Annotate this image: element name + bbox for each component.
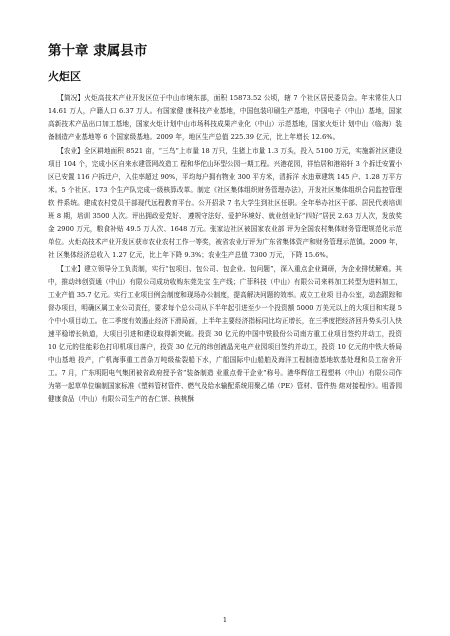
paragraph-tag: 【农业】 xyxy=(57,147,84,155)
page-number: 1 xyxy=(222,616,228,624)
section-title: 火炬区 xyxy=(48,70,81,83)
paragraph-agriculture xyxy=(48,145,402,262)
paragraph-text: 火炬高技术产业开发区位于中山市境东部，面积 15873.52 公顷，辖 7 个社区居民委员会。年末常住人口 14.61 万人，户籍人口 6.37 万人。有国家健 康科技产业基地，中国包装印刷生产基地，中国电子（中山）基地，国家高新技术产品出口加工基地，国家火炬计划中山市场科技成果产业化（中山）示范基地，国家火炬计 划中山（临海）装备制造产业基地等 6 个国家级基地。2009 年，地区生产总值 225.39 亿元，比上年增长 12.6%。 xyxy=(48,94,402,141)
paragraph-tag: 【简况】 xyxy=(57,94,85,102)
chapter-title: 第十章 隶属县市 xyxy=(48,43,148,59)
paragraph-industry xyxy=(48,263,402,406)
paragraph-tag: 【工业】 xyxy=(57,265,85,273)
paragraph-text: 建立领导分工负责制，实行“包项目、包公司、包企业、包问题”，深入重点企业调研，为企业排忧解难。其中，推动纬创资通（中山）有限公司成功收购东莞先宝 生产线；广菲科技（中山）有限公司来料加工转型为进料加工，工业产值 35.7 亿元。实行工业项目例会制度和现场办公制度，提高解决问题的效率。成立工业项 目办公室，动态跟踪和督办项目，明确区属工业公司责任，要求每个总公司从下半年起引进至少一个投资额 5000 万美元以上的大项目和实现 5 个中小项目动工。在二季度有效遏止经济下滑局面，上半年主要经济指标同比均正增长，在三季度把经济回升势头引入快速平稳增长轨道，大项目引进和建设取得新突破。投资 30 亿元的中国中铁股份公司南方重工业项目签约并动工，投资 10 亿元的佳能彩色打印机项目落户，投资 30 亿元的纬创液晶光电产业园项目签约并动工，投资 10 亿元的中铁大桥局中山基地 投产，广机海事重工首条万吨级盐裂船下水，广船国际中山船舶及海洋工程制造基地软基处理和员工宿舍开工。7 月，广东明阳电气集团被省政府授予省“装备制造 业重点骨干企业”称号。港华辉信工程塑料（中山）有限公司作为第一起草单位编制国家标准《塑料管材管件、燃气及给水输配系统用聚乙烯（PE）管材、管件热 熔对接程序》。咀香园健康食品（中山）有限公司生产的杏仁饼、核桃酥 xyxy=(48,265,403,403)
paragraph-overview xyxy=(48,92,402,144)
paragraph-text: 全区耕地面积 8521 亩，“三鸟”上市量 18 万只，生猪上市量 1.3 万头，投入 5100 万元，实施新社区建设项目 104 个，完成小区自来水建管网改造工 程和华佗山环型公园一期工程。兴港花园，祥怡居和港裕轩 3 个拆迁安置小区已安置 116 户拆迁户，入住率超过 90%，平均每户拥有物业 300 平方米，清拆洋 水违章建筑 145 户、1.28 万平方米。5 个社区、173 个生产队完成一级核算改革。制定《社区集体组织财务管理办法》，开发社区集体组织合同监控管理软 件系统。建成农村党员干部现代远程教育平台。公开招录 7 名大学生到社区任职。全年举办社区干部、居民代表培训班 8 期，培训 3500 人次。评出拥政爱党好、 遵规守法好、爱护环境好、就业创业好“四好”居民 2.63 万人次，发放奖金 2900 万元，粮食补贴 49.5 万人次、1648 万元。张家边社区被国家农业部 评为全国农村集体财务管理规范化示范单位。火炬高技术产业开发区获市农业农村工作一等奖，被省农业厅评为广东省集体资产和财务管理示范镇。2009 年，社 区集体经济总收入 1.27 亿元，比上年下降 9.3%；农业生产总值 7300 万元，下降 15.6%。 xyxy=(48,147,403,259)
